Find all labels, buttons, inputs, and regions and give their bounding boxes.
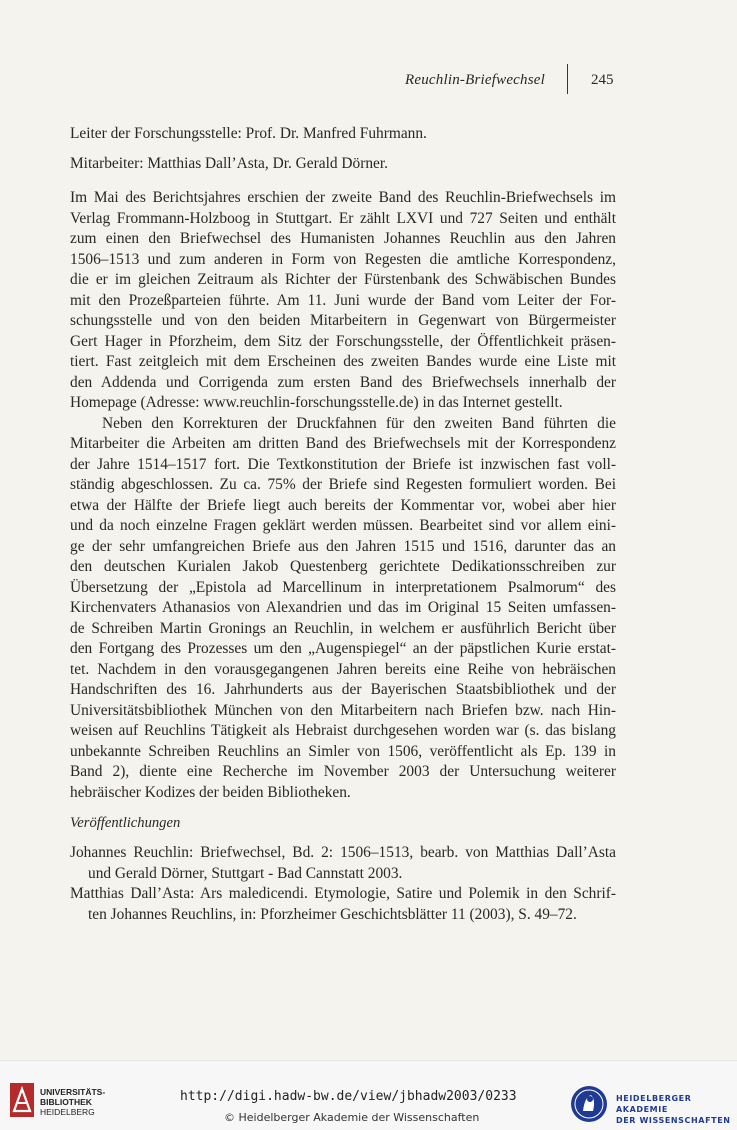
permalink-url[interactable]: http://digi.hadw-bw.de/view/jbhadw2003/0233 (180, 1089, 517, 1104)
text-line: weisen auf Reuchlins Tätigkeit als Hebraist durchgesehen worden war (s. das bislang (70, 722, 616, 739)
publication-line: ten Johannes Reuchlins, in: Pforzheimer Geschichtsblätter 11 (2003), S. 49–72. (88, 905, 577, 923)
paragraph-2 (70, 414, 616, 804)
library-name (40, 1087, 105, 1117)
text-line: Homepage (Adresse: www.reuchlin-forschungsstelle.de) in das Internet gestellt. (70, 394, 563, 411)
text-line: den Addenda und Corrigenda zum ersten Band des Briefwechsels innerhalb der (70, 373, 616, 391)
publication-entry (70, 884, 616, 925)
text-line: Verlag Frommann-Holzboog in Stuttgart. Er zählt LXVI und 727 Seiten und enthält (70, 209, 616, 227)
text-line: und da noch einzelne Fragen geklärt werden müssen. Bearbeitet sind vor allem eini- (70, 517, 616, 534)
academy-name-line: DER WISSENSCHAFTEN (616, 1116, 731, 1125)
staff-head-line: Leiter der Forschungsstelle: Prof. Dr. Manfred Fuhrmann. (70, 125, 427, 142)
library-name-line: UNIVERSITÄTS- (40, 1087, 106, 1097)
publication-line: Matthias Dall’Asta: Ars maledicendi. Etymologie, Satire und Polemik in den Schrif- (70, 885, 616, 902)
academy-name (616, 1093, 737, 1126)
text-line: den Fortgang des Prozesses um den „Augenspiegel“ an der päpstlichen Kurie erstat- (70, 640, 616, 657)
text-line: Band 2), diente eine Recherche im November 2003 der Untersuchung weiterer (70, 763, 616, 780)
staff-block (70, 124, 616, 184)
text-line: der Jahre 1514–1517 fort. Die Textkonstitution der Briefe ist inzwischen fast voll- (70, 455, 616, 473)
academy-name-line: HEIDELBERGER AKADEMIE (616, 1094, 692, 1114)
publication-line: Johannes Reuchlin: Briefwechsel, Bd. 2: 1506–1513, bearb. von Matthias Dall’Asta (70, 844, 616, 861)
text-line: ständig abgeschlossen. Zu ca. 75% der Briefe sind Regesten formuliert worden. Bei (70, 476, 616, 493)
text-line: Universitätsbibliothek München von den Mitarbeitern nach Briefen bzw. nach Hin- (70, 701, 616, 719)
university-library-logo-icon[interactable] (10, 1083, 34, 1117)
copyright-notice: © Heidelberger Akademie der Wissenschaften (224, 1111, 480, 1124)
text-line: Handschriften des 16. Jahrhunderts aus der Bayerischen Staatsbibliothek und der (70, 681, 616, 698)
text-line: mit den Prozeßparteien führte. Am 11. Juni wurde der Band vom Leiter der For- (70, 291, 616, 309)
publications-list (70, 843, 616, 925)
text-line: ge der sehr umfangreichen Briefe aus den Jahren 1515 und 1516, darunter das an (70, 537, 616, 555)
text-line: schungsstelle und von den beiden Mitarbeitern in Gegenwart von Bürgermeister (70, 312, 616, 329)
running-head (0, 72, 737, 94)
text-line: Kirchenvaters Athanasios von Alexandrien und das im Original 15 Seiten umfassen- (70, 599, 616, 616)
report-body (70, 188, 616, 803)
text-line: tet. Nachdem in den vorausgegangenen Jahren bereits eine Reihe von hebräischen (70, 660, 616, 678)
library-name-line: BIBLIOTHEK (40, 1097, 92, 1107)
paragraph-1 (70, 188, 616, 414)
publication-line: und Gerald Dörner, Stuttgart - Bad Cannstatt 2003. (88, 864, 403, 882)
text-line: unbekannte Schreiben Reuchlins an Simler von 1506, veröffentlicht als Ep. 139 in (70, 742, 616, 760)
staff-members-line: Mitarbeiter: Matthias Dall’Asta, Dr. Gerald Dörner. (70, 155, 388, 172)
text-line: hebräischer Kodizes der beiden Bibliotheken. (70, 783, 351, 801)
text-line: etwa der Hälfte der Briefe liegt auch bereits der Kommentar vor, wobei aber hier (70, 496, 616, 514)
text-line: Übersetzung der „Epistola ad Marcellinum in interpretationem Psalmorum“ des (70, 578, 616, 596)
text-line: den deutschen Kurialen Jakob Questenberg gerichtete Dedikationsschreiben zur (70, 558, 616, 575)
publication-entry (70, 843, 616, 884)
publications-heading: Veröffentlichungen (70, 815, 181, 831)
text-line: zum einen den Briefwechsel des Humanisten Johannes Reuchlin aus den Jahren (70, 230, 616, 247)
text-line: die er im gleichen Zeitraum als Richter der Fürstenbank des Schwäbischen Bundes (70, 271, 616, 288)
text-line: Gert Hager in Pforzheim, dem Sitz der Forschungsstelle, der Öffentlichkeit präsen- (70, 332, 616, 350)
text-line: Neben den Korrekturen der Druckfahnen für den zweiten Band führten die (102, 414, 616, 432)
text-line: tiert. Fast zeitgleich mit dem Erscheinen des zweiten Bandes wurde eine Liste mit (70, 353, 616, 370)
academy-seal-icon[interactable] (570, 1085, 608, 1123)
text-line: Mitarbeiter die Arbeiten am dritten Band des Briefwechsels mit der Korrespondenz (70, 435, 616, 452)
viewer-footer (0, 1060, 737, 1130)
text-line: Im Mai des Berichtsjahres erschien der zweite Band des Reuchlin-Briefwechsels im (70, 189, 616, 206)
running-head-title: Reuchlin-Briefwechsel (405, 72, 545, 88)
page-number: 245 (591, 72, 614, 88)
library-name-line: HEIDELBERG (40, 1107, 95, 1117)
running-head-divider (567, 64, 568, 94)
text-line: de Schreiben Martin Gronings an Reuchlin, in welchem er ausführlich Bericht über (70, 619, 616, 637)
text-line: 1506–1513 und zum anderen in Form von Regesten die amtliche Korrespondenz, (70, 250, 616, 268)
